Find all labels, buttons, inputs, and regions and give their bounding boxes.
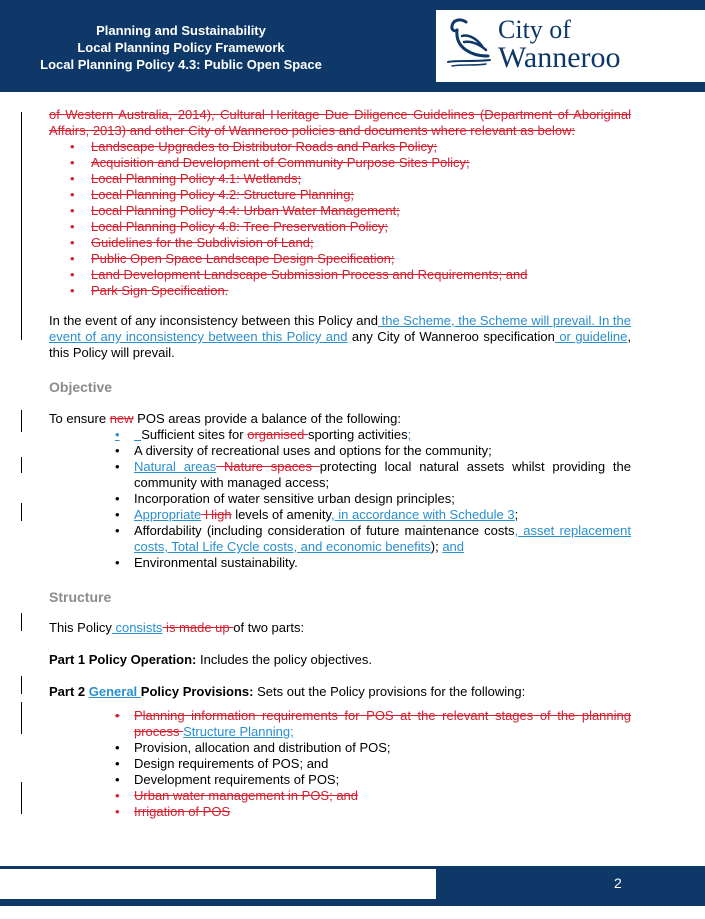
list-item: • Provision, allocation and distribution of POS; <box>115 740 391 755</box>
change-bar <box>21 782 22 814</box>
page-header <box>0 0 705 92</box>
footer-white-panel <box>0 869 436 899</box>
change-bar <box>21 112 22 340</box>
list-item: • Local Planning Policy 4.8: Tree Preservation Policy; <box>70 219 388 234</box>
list-item: • Urban water management in POS; and <box>115 788 359 803</box>
list-item: • Environmental sustainability. <box>115 555 298 570</box>
list-item: • Design requirements of POS; and <box>115 756 329 771</box>
inconsistency-paragraph: In the event of any inconsistency between this Policy and the Scheme, the Scheme will prevail. In the event of any inconsistency between this Policy and any City of Wanneroo specification or guideline, this Policy will prevail. <box>49 313 632 360</box>
list-item: • Guidelines for the Subdivision of Land; <box>70 235 314 250</box>
page-number: 2 <box>614 875 622 891</box>
change-bar <box>21 457 22 473</box>
document-body <box>49 107 631 820</box>
list-item: • Local Planning Policy 4.1: Wetlands; <box>70 171 302 186</box>
change-bar <box>21 410 22 432</box>
list-item: • Incorporation of water sensitive urban design principles; <box>115 491 455 506</box>
black-swan-logo-icon <box>444 16 494 68</box>
change-bar <box>21 702 22 734</box>
structure-heading: Structure <box>49 589 112 605</box>
list-item: • Local Planning Policy 4.4: Urban Water Management; <box>70 203 400 218</box>
list-item: • Acquisition and Development of Community Purpose Sites Policy; <box>70 155 470 170</box>
city-logo <box>436 10 705 82</box>
header-title <box>0 22 362 73</box>
list-item: • Affordability (including consideration of future maintenance costs, asset replacement costs, Total Life Cycle costs, and economic benefits); and <box>115 523 631 554</box>
deleted-reference-list <box>49 139 631 299</box>
list-item: • Land Development Landscape Submission Process and Requirements; and <box>70 267 528 282</box>
page-footer <box>0 866 705 906</box>
list-item: • Sufficient sites for organised sporting activities; <box>115 427 412 442</box>
change-bar <box>21 613 22 631</box>
logo-text-wanneroo: Wanneroo <box>498 41 621 74</box>
list-item: • Park Sign Specification. <box>70 283 229 298</box>
list-item: • Public Open Space Landscape Design Specification; <box>70 251 395 266</box>
change-bar <box>21 676 22 694</box>
list-item: • Landscape Upgrades to Distributor Roads and Parks Policy; <box>70 139 438 154</box>
list-item: • Irrigation of POS <box>115 804 231 819</box>
objective-lead: To ensure new POS areas provide a balance of the following: <box>49 411 401 426</box>
header-title-line-3: Local Planning Policy 4.3: Public Open Space <box>40 57 322 72</box>
intro-deleted-text: of Western Australia, 2014), Cultural Heritage Due Diligence Guidelines (Department of Aboriginal Affairs, 2013) and other City of Wanneroo policies and documents where relevant as below: <box>49 107 631 138</box>
list-item: • Local Planning Policy 4.2: Structure Planning; <box>70 187 355 202</box>
structure-intro: This Policy consists is made up of two parts: <box>49 620 305 635</box>
header-title-line-2: Local Planning Policy Framework <box>77 40 285 55</box>
change-bar <box>21 503 22 521</box>
objective-heading: Objective <box>49 379 113 395</box>
logo-text-city-of: City of <box>498 15 571 44</box>
part-2-paragraph: Part 2 General Policy Provisions: Sets out the Policy provisions for the following: <box>49 684 526 699</box>
intro-paragraph <box>49 107 631 139</box>
list-item: • Development requirements of POS; <box>115 772 340 787</box>
list-item: • Planning information requirements for POS at the relevant stages of the planning process Structure Planning; <box>115 708 631 739</box>
objective-list <box>49 427 631 571</box>
list-item: • Appropriate High levels of amenity, in accordance with Schedule 3; <box>115 507 519 522</box>
list-item: • Natural areas Nature spaces protecting local natural assets whilst providing the community with managed access; <box>115 459 631 490</box>
part-1-paragraph: Part 1 Policy Operation: Includes the policy objectives. <box>49 652 372 667</box>
header-title-line-1: Planning and Sustainability <box>96 23 266 38</box>
part-2-list <box>49 708 631 820</box>
list-item: • A diversity of recreational uses and options for the community; <box>115 443 492 458</box>
